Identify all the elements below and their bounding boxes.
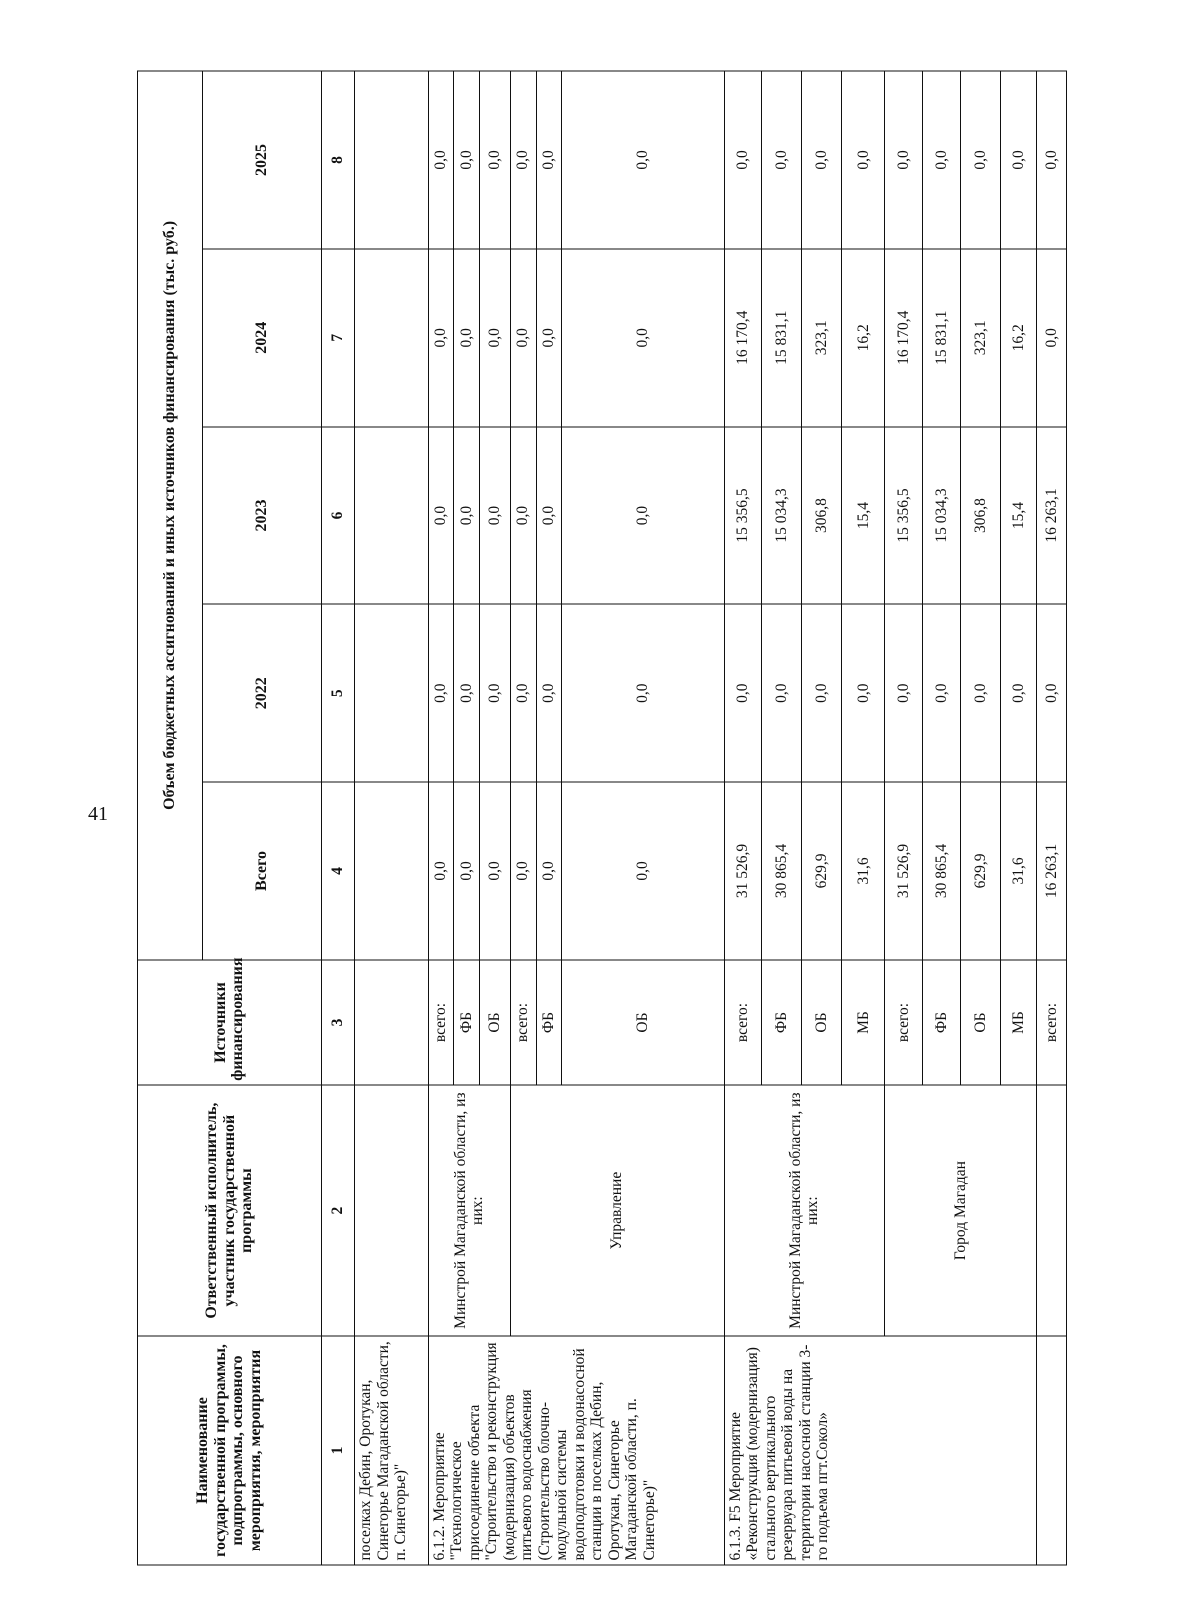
header-year-2025: 2025 [202,71,321,249]
value-cell: 16,2 [1000,249,1036,427]
header-total: Всего [202,782,321,960]
value-cell: 0,0 [454,427,480,605]
column-number: 6 [321,427,354,605]
value-cell: 15 356,5 [885,427,923,605]
value-cell: 0,0 [961,604,1001,782]
value-cell: 0,0 [536,71,562,249]
value-cell: 0,0 [536,782,562,960]
measure-612-executor-department: Управление [510,1085,724,1336]
value-cell: 16 170,4 [885,249,923,427]
table-row [428,71,454,1565]
value-cell: 0,0 [510,427,536,605]
measure-612-executor-ministry: Минстрой Магаданской области, из них: [428,1085,510,1336]
value-cell: 15 034,3 [923,427,961,605]
source-cell: ФБ [454,960,480,1085]
empty-cell [355,249,428,427]
value-cell: 15 831,1 [762,249,802,427]
value-cell: 0,0 [1036,249,1066,427]
empty-cell [355,604,428,782]
measure-613-name: 6.1.3. F5 Мероприятие «Реконструкция (модернизация) стального вертикального резервуара питьевой воды на территории насосной станции 3-го подъема пгт.Сокол» [724,1336,1036,1565]
value-cell: 15 034,3 [762,427,802,605]
value-cell: 15,4 [842,427,885,605]
value-cell: 0,0 [842,604,885,782]
value-cell: 0,0 [1000,604,1036,782]
financing-table-container [137,71,1067,1566]
source-cell: ОБ [480,960,510,1085]
source-cell: всего: [510,960,536,1085]
value-cell: 16 170,4 [724,249,762,427]
measure-613-executor-city: Город Магадан [885,1085,1036,1336]
source-cell: всего: [428,960,454,1085]
table-row [1036,71,1066,1565]
header-name: Наименование государственной программы, подпрограммы, основного мероприятия, мероприятия [138,1336,322,1565]
value-cell: 0,0 [885,604,923,782]
value-cell: 0,0 [1036,71,1066,249]
value-cell: 0,0 [480,604,510,782]
value-cell: 0,0 [510,249,536,427]
empty-cell [1036,1085,1066,1336]
continuation-row [355,71,428,1565]
value-cell: 0,0 [480,427,510,605]
header-executor: Ответственный исполнитель, участник государственной программы [138,1085,322,1336]
source-cell: МБ [842,960,885,1085]
value-cell: 0,0 [762,71,802,249]
value-cell: 0,0 [724,71,762,249]
value-cell: 0,0 [923,71,961,249]
source-cell: всего: [724,960,762,1085]
value-cell: 0,0 [454,249,480,427]
value-cell: 0,0 [842,71,885,249]
value-cell: 0,0 [454,71,480,249]
value-cell: 30 865,4 [923,782,961,960]
empty-cell [355,782,428,960]
column-number: 5 [321,604,354,782]
value-cell: 0,0 [454,782,480,960]
value-cell: 0,0 [536,249,562,427]
value-cell: 323,1 [802,249,842,427]
value-cell: 31 526,9 [885,782,923,960]
value-cell: 306,8 [802,427,842,605]
header-year-2024: 2024 [202,249,321,427]
value-cell: 0,0 [961,71,1001,249]
value-cell: 0,0 [480,71,510,249]
value-cell: 0,0 [724,604,762,782]
value-cell: 30 865,4 [762,782,802,960]
column-number: 8 [321,71,354,249]
value-cell: 16,2 [842,249,885,427]
column-number: 3 [321,960,354,1085]
value-cell: 0,0 [510,71,536,249]
source-cell: ФБ [536,960,562,1085]
table-row [724,71,762,1565]
measure-612-name: 6.1.2. Мероприятие "Технологическое присоединение объекта "Строительство и реконструкция (модернизация) объектов питьевого водоснабжения (Строительство блочно-модульной системы водоподготовки и водонасосной станции в поселках Дебин, Оротукан, Синегорье Магаданской области, п. Синегорье)" [428,1336,724,1565]
value-cell: 0,0 [923,604,961,782]
continuation-name: поселках Дебин, Оротукан, Синегорье Магаданской области, п. Синегорье)" [355,1336,428,1565]
header-year-2023: 2023 [202,427,321,605]
column-number: 4 [321,782,354,960]
value-cell: 0,0 [562,604,724,782]
value-cell: 31,6 [842,782,885,960]
value-cell: 0,0 [562,427,724,605]
value-cell: 0,0 [510,604,536,782]
source-cell: МБ [1000,960,1036,1085]
header-volume: Объем бюджетных ассигнований и иных источников финансирования (тыс. руб.) [138,71,203,960]
source-cell: всего: [1036,960,1066,1085]
value-cell: 0,0 [802,604,842,782]
empty-cell [355,71,428,249]
value-cell: 629,9 [961,782,1001,960]
value-cell: 15 356,5 [724,427,762,605]
financing-table [137,71,1067,1566]
value-cell: 0,0 [1000,71,1036,249]
value-cell: 0,0 [762,604,802,782]
empty-cell [355,1085,428,1336]
column-number: 1 [321,1336,354,1565]
header-source: Источники финансирования [138,960,322,1085]
value-cell: 0,0 [536,604,562,782]
value-cell: 0,0 [536,427,562,605]
value-cell: 0,0 [802,71,842,249]
value-cell: 16 263,1 [1036,782,1066,960]
value-cell: 0,0 [454,604,480,782]
value-cell: 16 263,1 [1036,427,1066,605]
source-cell: всего: [885,960,923,1085]
source-cell: ОБ [562,960,724,1085]
value-cell: 31,6 [1000,782,1036,960]
value-cell: 15 831,1 [923,249,961,427]
value-cell: 31 526,9 [724,782,762,960]
column-numbers-row [321,71,354,1565]
value-cell: 0,0 [480,249,510,427]
value-cell: 0,0 [562,71,724,249]
value-cell: 0,0 [480,782,510,960]
column-number: 2 [321,1085,354,1336]
value-cell: 15,4 [1000,427,1036,605]
value-cell: 0,0 [428,427,454,605]
value-cell: 0,0 [510,782,536,960]
measure-613-executor-ministry: Минстрой Магаданской области, из них: [724,1085,885,1336]
page-number: 41 [88,803,108,825]
value-cell: 0,0 [1036,604,1066,782]
value-cell: 629,9 [802,782,842,960]
value-cell: 0,0 [428,71,454,249]
column-number: 7 [321,249,354,427]
empty-cell [1036,1336,1066,1565]
source-cell: ОБ [802,960,842,1085]
source-cell: ОБ [961,960,1001,1085]
source-cell: ФБ [923,960,961,1085]
empty-cell [355,960,428,1085]
empty-cell [355,427,428,605]
value-cell: 0,0 [428,604,454,782]
value-cell: 0,0 [428,782,454,960]
value-cell: 0,0 [562,249,724,427]
value-cell: 0,0 [428,249,454,427]
value-cell: 0,0 [885,71,923,249]
header-year-2022: 2022 [202,604,321,782]
value-cell: 0,0 [562,782,724,960]
value-cell: 323,1 [961,249,1001,427]
value-cell: 306,8 [961,427,1001,605]
source-cell: ФБ [762,960,802,1085]
